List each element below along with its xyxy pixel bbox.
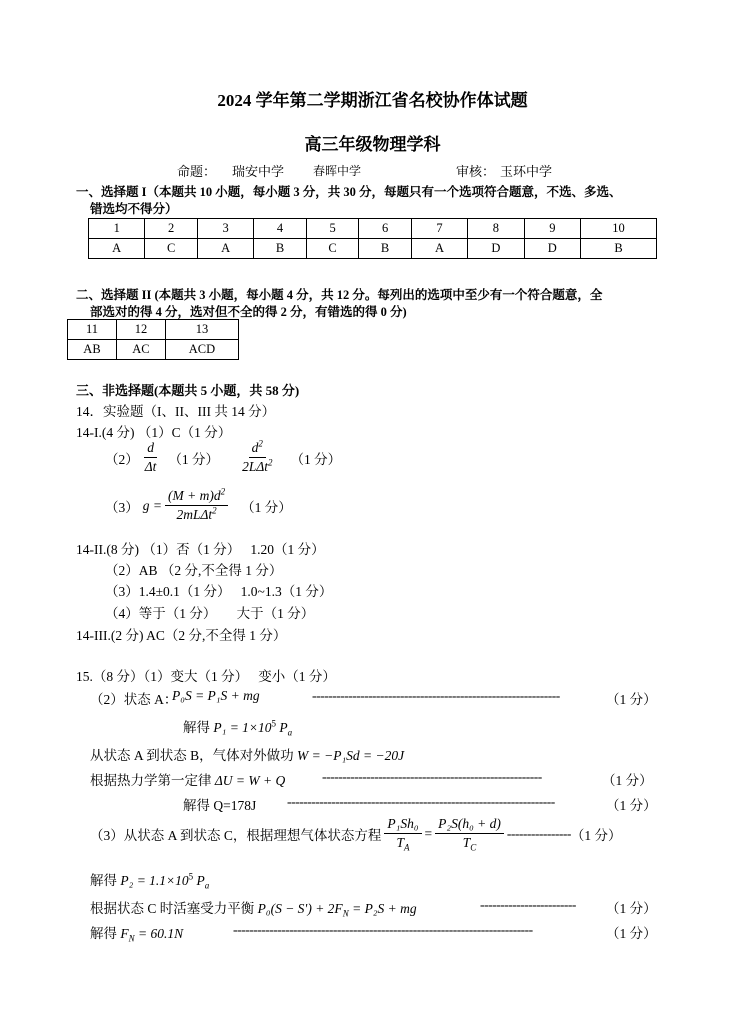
q15-line6-dashes: ------------------------------------------------------------------- [287, 794, 555, 809]
q15-line10-score: （1 分） [606, 926, 657, 941]
q15-line3-label: 解得 [183, 720, 210, 735]
q15-line10-label: 解得 [90, 926, 117, 941]
question-number-cell: 8 [468, 219, 524, 239]
q15-line9-equation: P₀(S − S') + 2F [257, 901, 343, 916]
fraction-numerator: $d^2$ [249, 440, 266, 458]
section1-heading-line2: 错选均不得分） [90, 202, 178, 216]
q14-I-3-score: （1 分） [241, 499, 292, 515]
q15-line6-score: （1 分） [606, 798, 657, 813]
section1-heading-line1: 一、选择题 I（本题共 10 小题，每小题 3 分，共 30 分，每题只有一个选项符合题意，不选、多选、 [76, 185, 622, 199]
q15-line9 [90, 897, 417, 917]
fraction-numerator: P₂S(h₀ + d) [435, 816, 504, 834]
answer-cell: AB [68, 340, 117, 360]
section2-heading-line2: 部选对的得 4 分，选对但不全的得 2 分，有错选的得 0 分) [90, 305, 407, 319]
answer-cell: ACD [165, 340, 238, 360]
q15-line5 [90, 769, 285, 789]
q15-line3-exponent: 5 [271, 718, 277, 729]
q15-line4-text: 从状态 A 到状态 B，气体对外做功 [90, 748, 294, 763]
section1-answer-table [88, 218, 657, 259]
answer-cell: B [581, 239, 657, 259]
q15-line5-text: 根据热力学第一定律 [90, 773, 212, 788]
q15-line7 [90, 816, 621, 851]
q15-line8-unit-sub: a [204, 880, 210, 891]
answer-cell: D [468, 239, 524, 259]
q15-line8-equation: P₂ = 1.1×10 [120, 873, 189, 888]
q15-line7-score: （1 分） [570, 827, 622, 843]
question-number-cell: 2 [145, 219, 198, 239]
fraction-numerator: $(M + m)d^2$ [165, 488, 228, 506]
q15-line3 [183, 716, 292, 736]
q15-line8-label: 解得 [90, 873, 117, 888]
q14-I-2-fraction2 [239, 440, 275, 475]
q15-line3-unit-sub: a [287, 727, 293, 738]
answer-cell: B [359, 239, 412, 259]
q15-line4-equation: W = −P₁Sd = −20J [297, 748, 405, 763]
question-number-cell: 13 [165, 320, 238, 340]
q14-I-2-row [105, 440, 341, 475]
q14-intro: 14．实验题（I、II、III 共 14 分） [76, 404, 276, 419]
q15-line5-score: （1 分） [602, 773, 653, 788]
q14-I-2-score2: （1 分） [290, 451, 342, 467]
byline-propose-school1: 瑞安中学 [232, 165, 285, 180]
section2-answer-table [67, 319, 239, 360]
q14-II-line1: 14-II.(8 分) （1）否（1 分） 1.20（1 分） [76, 542, 325, 557]
question-number-cell: 7 [411, 219, 467, 239]
q14-I-3-lhs: g = [142, 497, 162, 513]
q15-line7-fraction1 [384, 816, 421, 851]
fraction-numerator: d [144, 440, 157, 458]
section3-heading: 三、非选择题(本题共 5 小题，共 58 分) [76, 383, 300, 398]
q15-line2-label: （2）状态 A： [90, 692, 178, 707]
question-number-cell: 4 [254, 219, 307, 239]
q14-II-line3: （3）1.4±0.1（1 分） 1.0~1.3（1 分） [105, 584, 333, 599]
answer-cell: D [524, 239, 580, 259]
q14-I-2-score1: （1 分） [168, 451, 220, 467]
fraction-denominator: $T_C$ [462, 835, 477, 853]
q14-II-line2: （2）AB （2 分,不全得 1 分） [105, 563, 283, 578]
answer-cell: C [145, 239, 198, 259]
q15-line7-dashes: ---------------- [506, 825, 571, 841]
answer-cell: A [197, 239, 253, 259]
q14-I-3-row [105, 488, 292, 523]
q14-I-line: 14-I.(4 分) （1）C（1 分） [76, 425, 232, 440]
section2-heading-line1: 二、选择题 II (本题共 3 小题，每小题 4 分，共 12 分。每列出的选项中至少有一个符合题意，全 [76, 288, 603, 302]
q14-III-line: 14-III.(2 分) AC（2 分,不全得 1 分） [76, 628, 287, 643]
q15-line1: 15.（8 分）（1）变大（1 分） 变小（1 分） [76, 669, 336, 684]
fraction-numerator: P₁Sh₀ [384, 816, 421, 834]
q15-line10-dashes: --------------------------------------------------------------------------- [233, 922, 533, 937]
q15-line8-exponent: 5 [188, 871, 194, 882]
q15-line8 [90, 869, 209, 889]
q15-line9-equation2: = P₂S + mg [352, 901, 417, 916]
question-number-cell: 3 [197, 219, 253, 239]
q15-line7-text: （3）从状态 A 到状态 C，根据理想气体状态方程 [90, 827, 382, 843]
fraction-denominator: $T_A$ [396, 835, 410, 853]
question-number-cell: 5 [306, 219, 359, 239]
q15-line2-dashes: -------------------------------------------------------------- [312, 688, 560, 703]
fraction-denominator: 2LΔt$^2$ [242, 457, 273, 474]
fraction-denominator: 2mLΔt$^2$ [176, 505, 217, 522]
q14-I-3-fraction [165, 488, 228, 523]
question-number-cell: 10 [581, 219, 657, 239]
q15-line5-equation: ΔU = W + Q [214, 773, 286, 788]
q14-II-line4: （4）等于（1 分） 大于（1 分） [105, 606, 315, 621]
q15-line9-score: （1 分） [606, 901, 657, 916]
byline-review-label: 审核： [456, 165, 496, 180]
q14-I-3-label: （3） [105, 499, 139, 515]
answer-cell: AC [116, 340, 165, 360]
answer-cell: A [89, 239, 145, 259]
q15-line9-text: 根据状态 C 时活塞受力平衡 [90, 901, 255, 916]
question-number-cell: 1 [89, 219, 145, 239]
q15-line10-equation: F [120, 926, 129, 941]
q15-line6-text: 解得 Q=178J [183, 798, 257, 813]
q15-line10-equation2: = 60.1N [138, 926, 184, 941]
q15-line8-unit: P [196, 873, 205, 888]
q15-line10-sub: N [128, 933, 135, 944]
q15-line5-dashes: ------------------------------------------------------- [322, 769, 542, 784]
q15-line2-equation: P₀S = P₁S + mg [172, 688, 260, 703]
q15-line7-fraction2 [435, 816, 504, 851]
q15-line2-score: （1 分） [606, 692, 657, 707]
fraction-denominator: Δt [144, 459, 157, 474]
q15-line7-equals: = [424, 825, 433, 841]
byline-propose-school2: 春晖中学 [313, 164, 362, 178]
q15-line9-sub: N [342, 908, 349, 919]
byline-review-school: 玉环中学 [500, 165, 553, 180]
question-number-cell: 9 [524, 219, 580, 239]
byline-propose-label: 命题： [177, 165, 217, 180]
question-number-cell: 12 [116, 320, 165, 340]
question-number-cell: 6 [359, 219, 412, 239]
q15-line3-unit: P [279, 720, 288, 735]
exam-subtitle: 高三年级物理学科 [304, 135, 441, 154]
exam-title: 2024 学年第二学期浙江省名校协作体试题 [217, 91, 528, 110]
q15-line9-dashes: ------------------------ [480, 897, 576, 912]
q14-I-2-fraction1 [142, 440, 160, 475]
answer-cell: C [306, 239, 359, 259]
answer-cell: A [411, 239, 467, 259]
answer-cell: B [254, 239, 307, 259]
q14-I-2-label: （2） [105, 451, 139, 467]
q15-line10 [90, 922, 183, 942]
q15-line4 [90, 744, 404, 764]
q15-line3-equation: P₁ = 1×10 [213, 720, 272, 735]
question-number-cell: 11 [68, 320, 117, 340]
